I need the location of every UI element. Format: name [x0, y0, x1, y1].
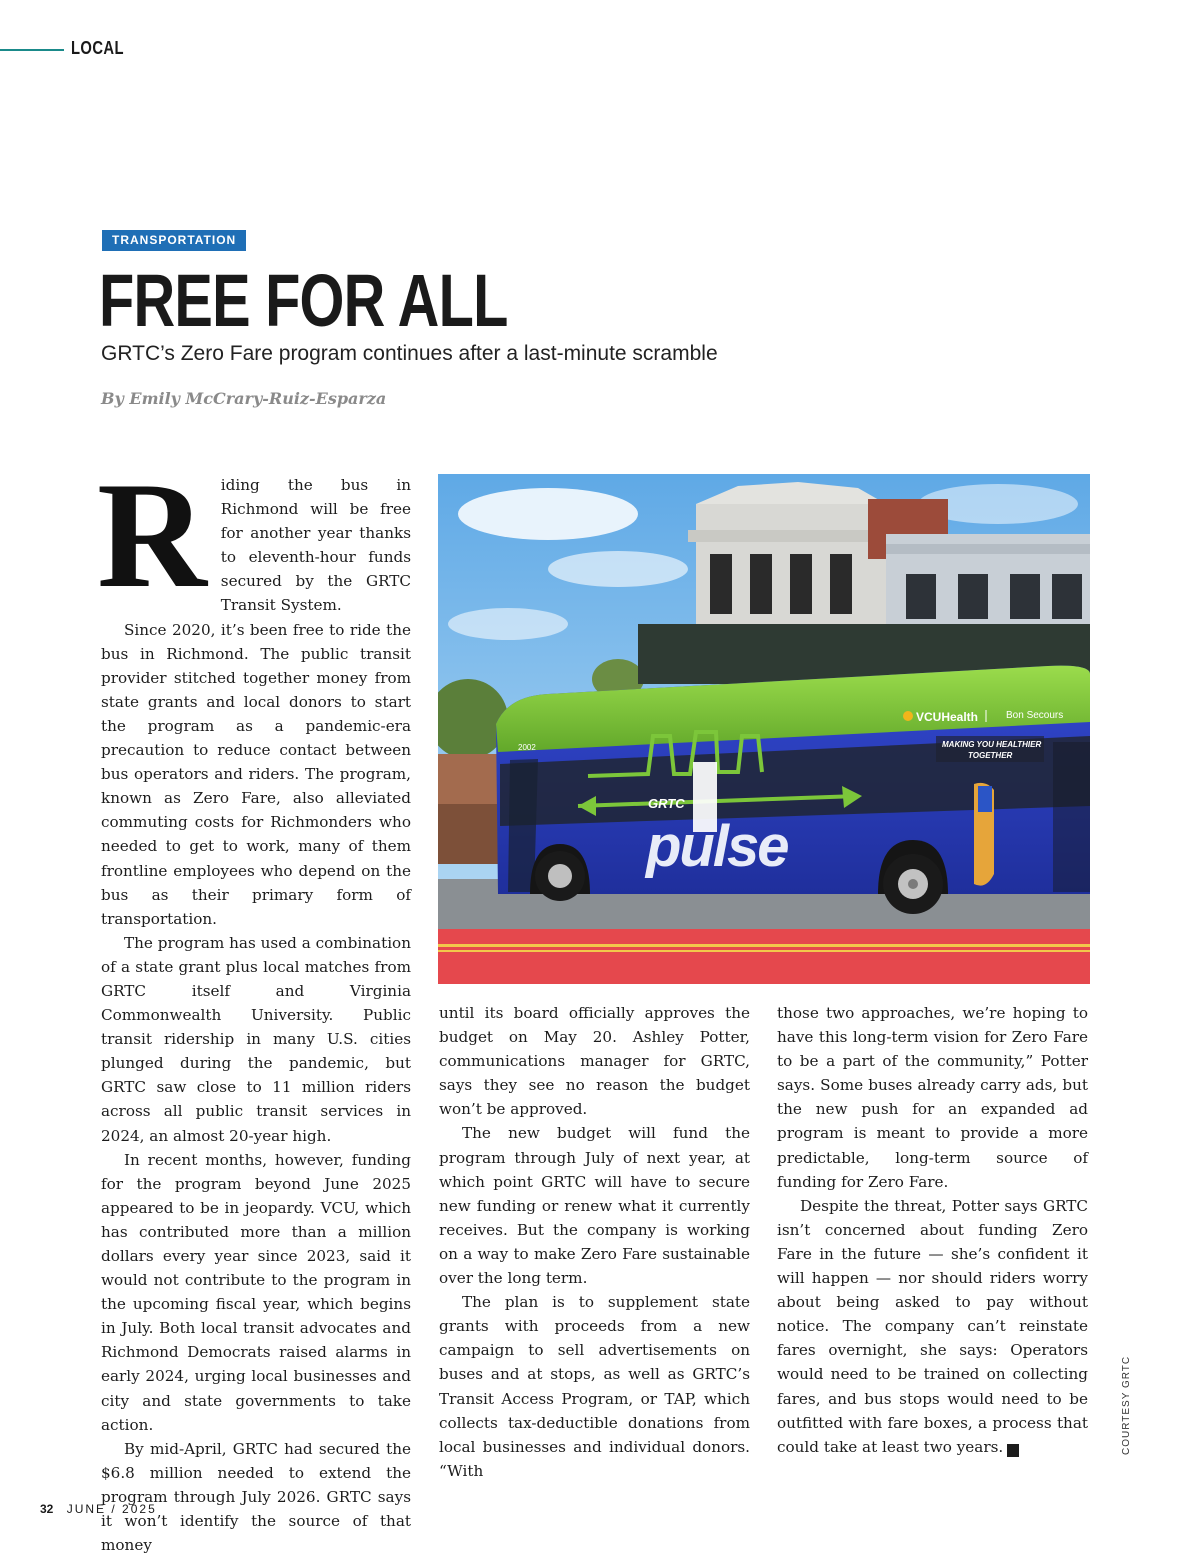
paragraph: until its board officially approves the budget on May 20. Ashley Potter, communications manager for GRTC, says they see no reason the budget won’t be approved. [439, 1004, 750, 1119]
paragraph: Since 2020, it’s been free to ride the bus in Richmond. The public transit provider stitched together money from state grants and local donors to start the program as a pandemic-era precaution to reduce contact between bus operators and riders. The program, known as Zero Fare, also alleviated commuting costs for Richmonders who needed to get to work, many of them frontline employees who depend on the bus as their primary form of transportation. [101, 620, 411, 928]
article-byline: By Emily McCrary-Ruiz-Esparza [101, 389, 387, 408]
photo-credit: COURTESY GRTC [1121, 1355, 1132, 1455]
bus-wordmark: pulse [646, 814, 788, 879]
article-column-1 [97, 451, 411, 1557]
issue-date: JUNE / 2025 [66, 1502, 157, 1516]
sponsor-logo-icon [903, 711, 913, 721]
article-title: FREE FOR ALL [99, 259, 508, 342]
article-column-3 [777, 1001, 1088, 1459]
bus-brand-text: GRTC [648, 796, 685, 811]
page-number: 32 [40, 1502, 54, 1516]
paragraph [97, 451, 411, 619]
paragraph-text: Despite the threat, Potter says GRTC isn’t concerned about funding Zero Fare in the future — she’s confident it will happen — nor should riders worry about being asked to pay without notice. The company can’t reinstate fares overnight, she says: Operators would need to be trained on collecting fares, and bus stops would need to be outfitted with fare boxes, a process that could take at least two years. [777, 1196, 1088, 1456]
page-folio [40, 1502, 157, 1516]
paragraph: The new budget will fund the program through July of next year, at which point GRTC will have to secure new funding or renew what it currently receives. But the company is working on a way to make Zero Fare sustainable over the long term. [439, 1124, 750, 1288]
category-tag[interactable]: TRANSPORTATION [102, 230, 246, 251]
bus-slogan-line-2: TOGETHER [968, 751, 1013, 760]
bus-photo [438, 474, 1090, 984]
sponsor-bon-secours: Bon Secours [1006, 710, 1064, 721]
paragraph: The program has used a combination of a state grant plus local matches from GRTC itself and Virginia Commonwealth University. Public transit ridership in many U.S. cities plunged during the pandemic, but GRTC saw close to 11 million riders across all public transit services in 2024, an almost 20-year high. [101, 933, 411, 1145]
sponsor-vcu: VCUHealth [916, 710, 979, 724]
paragraph: those two approaches, we’re hoping to have this long-term vision for Zero Fare to be a part of the community,” Potter says. Some buses already carry ads, but the new push for an expanded ad program is meant to provide a more predictable, long-term source of funding for Zero Fare. [777, 1004, 1088, 1191]
section-rule [0, 49, 64, 51]
article-dek: GRTC’s Zero Fare program continues after a last-minute scramble [101, 342, 718, 365]
end-mark-icon: R [1007, 1444, 1019, 1457]
section-label: LOCAL [71, 38, 124, 58]
paragraph: In recent months, however, funding for the program beyond June 2025 appeared to be in jeopardy. VCU, which has contributed more than a million dollars every year since 2023, said it would not contribute to the program in the upcoming fiscal year, which begins in July. Both local transit advocates and Richmond Democrats raised alarms in early 2024, urging local businesses and city and state governments to take action. [101, 1150, 411, 1434]
bus-slogan-line-1: MAKING YOU HEALTHIER [942, 740, 1042, 749]
bus-number: 2002 [518, 743, 536, 752]
drop-cap: R [97, 451, 207, 619]
article-column-2 [439, 1001, 750, 1483]
paragraph: By mid-April, GRTC had secured the $6.8 million needed to extend the program through July 2026. GRTC says it won’t identify the source of that money [101, 1439, 411, 1555]
paragraph [777, 1194, 1088, 1459]
paragraph-text: iding the bus in Richmond will be free for another year thanks to eleventh-hour funds secured by the GRTC Transit System. [220, 476, 411, 615]
paragraph: The plan is to supplement state grants with proceeds from a new campaign to sell advertisements on buses and at stops, as well as GRTC’s Transit Access Program, or TAP, which collects tax-deductible donations from local businesses and individual donors. “With [439, 1293, 750, 1480]
